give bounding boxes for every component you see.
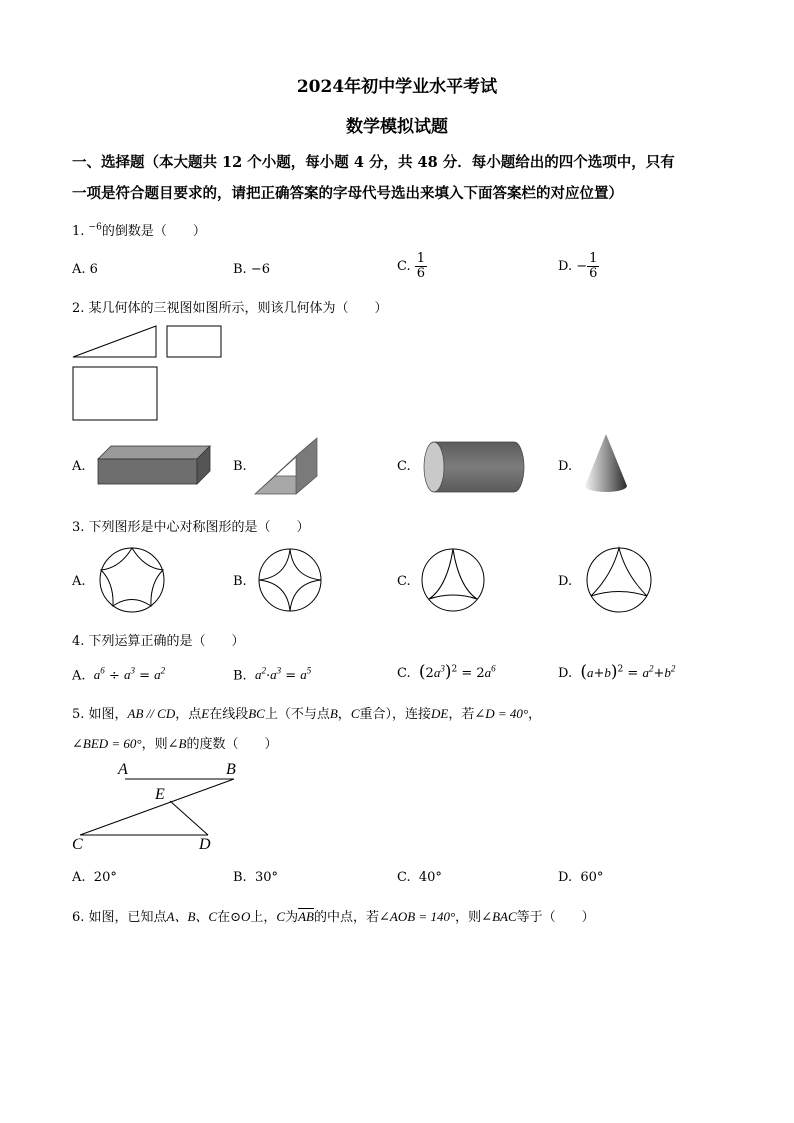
q3-option-a[interactable]: A. [72,574,86,589]
q2-option-b[interactable]: B. [233,459,247,474]
q1-option-a[interactable]: A. 6 [72,262,98,277]
stem-value: −6 [88,222,102,233]
q5-option-c[interactable]: C. 40° [397,870,442,885]
q1-option-d[interactable]: D. − $\frac{1}{6}$ [558,251,598,281]
section-instructions-line1: 一、选择题（本大题共 12 个小题，每小题 4 分，共 48 分．每小题给出的四个选项中，只有 [72,154,675,171]
exam-title: 2024年初中学业水平考试 [296,77,498,97]
q2-option-a[interactable]: A. [72,459,86,474]
stem-text: 的倒数是（ ） [101,224,206,239]
q2-option-d[interactable]: D. [558,459,573,474]
q3-option-c[interactable]: C. [397,574,411,589]
fraction: $\frac{1}{6}$ [416,251,426,281]
q3-option-d[interactable]: D. [558,574,573,589]
q4-option-d[interactable]: D. $(a+b)^2 = a^2+b^2$ [558,662,676,682]
q2-option-c[interactable]: C. [397,459,411,474]
q5-option-a[interactable]: A. 20° [72,870,117,885]
label-b: B [226,761,236,778]
label-e: E [155,786,165,803]
q5-option-d[interactable]: D. 60° [558,870,604,885]
question-4-stem: 4. 下列运算正确的是（ ） [72,634,245,649]
label-d: D [199,836,211,853]
question-5-stem-line2: ∠BED = 60°，则∠B的度数（ ） [72,736,278,752]
q5-option-b[interactable]: B. 30° [233,870,278,885]
label-a: A [118,761,128,778]
section-instructions-line2: 一项是符合题目要求的，请把正确答案的字母代号选出来填入下面答案栏的对应位置） [72,185,623,202]
question-number: 1. [72,224,85,239]
q4-option-b[interactable]: B. $a^2\cdot a^3 = a^5$ [233,666,312,684]
q3-option-b[interactable]: B. [233,574,247,589]
exam-subtitle: 数学模拟试题 [346,117,448,137]
q4-option-a[interactable]: A. $a^6 \div a^3 = a^2$ [72,666,166,684]
q1-option-c[interactable]: C. $\frac{1}{6}$ [397,251,426,281]
q4-option-c[interactable]: C. $(2a^3)^2 = 2a^6$ [397,662,496,682]
question-6-stem: 6. 如图，已知点A、B、C在⊙O上，C为$\overline{AB}$的中点，若∠AOB = 140°，则∠BAC等于（ ） [72,909,595,925]
question-5-stem-line1: 5. 如图，AB // CD，点E在线段BC上（不与点B，C重合），连接DE，若∠D = 40°， [72,706,542,722]
segment-ed [170,801,208,835]
question-3-stem: 3. 下列图形是中心对称图形的是（ ） [72,520,310,535]
label-c: C [72,836,83,853]
question-2-stem: 2. 某几何体的三视图如图所示，则该几何体为（ ） [72,301,388,316]
fraction: $\frac{1}{6}$ [589,251,598,281]
q1-option-b[interactable]: B. −6 [233,262,270,277]
